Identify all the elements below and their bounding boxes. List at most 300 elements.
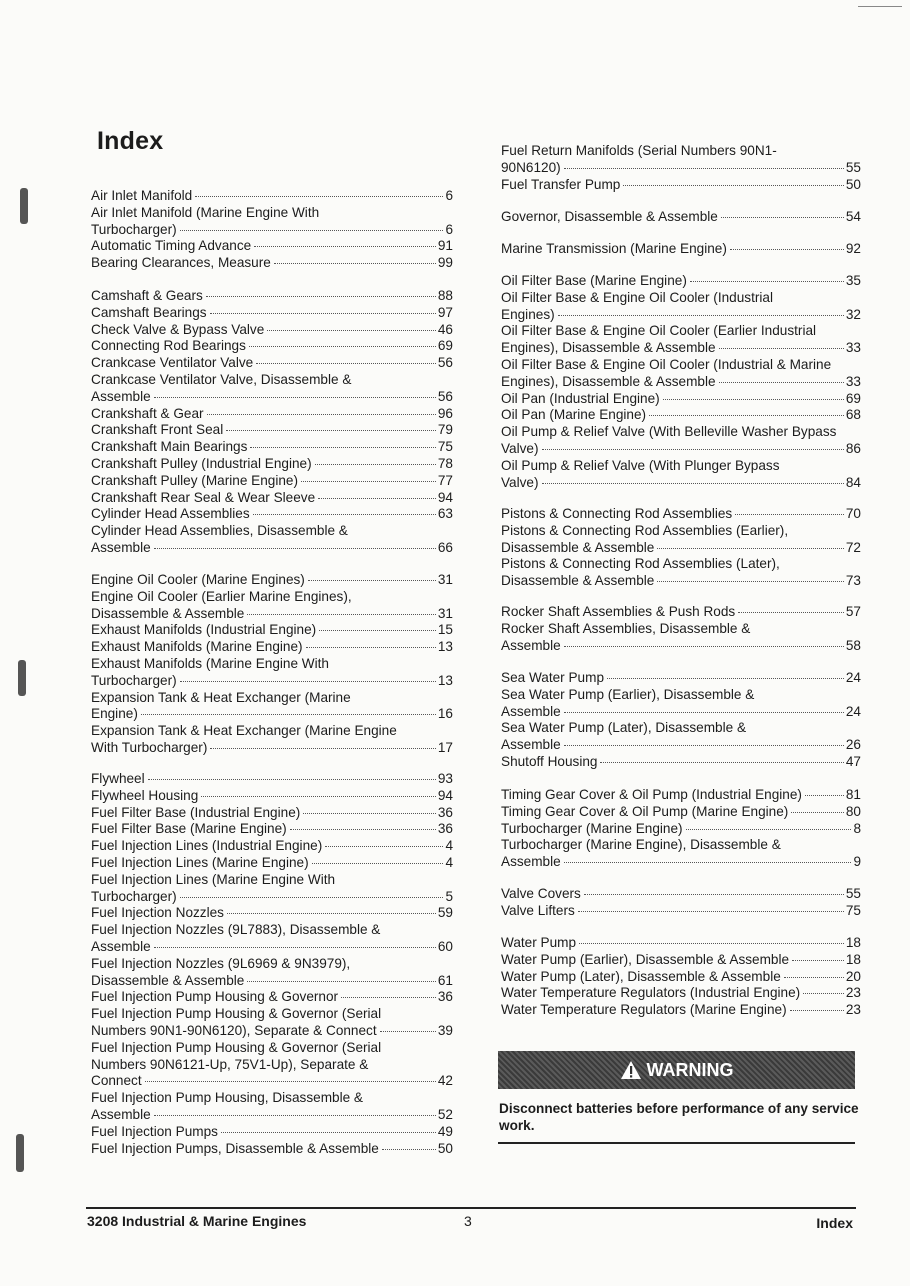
- index-entry: [501, 969, 861, 986]
- index-entry: [501, 143, 861, 177]
- entry-text: Assemble: [91, 388, 151, 404]
- index-entry: [91, 439, 453, 456]
- page-number: 72: [845, 539, 861, 555]
- dot-leader: [253, 514, 436, 515]
- entry-line: [501, 273, 861, 290]
- entry-text: Fuel Injection Lines (Marine Engine): [91, 854, 309, 870]
- index-entry: [501, 886, 861, 903]
- entry-text: Air Inlet Manifold (Marine Engine With: [91, 204, 320, 220]
- index-entry: [91, 788, 453, 805]
- index-entry: [91, 905, 453, 922]
- entry-text: Assemble: [501, 737, 561, 753]
- dot-leader: [201, 796, 436, 797]
- entry-text: Rocker Shaft Assemblies, Disassemble &: [501, 620, 751, 636]
- entry-text: Fuel Injection Nozzles (9L6969 & 9N3979),: [91, 955, 351, 971]
- index-entry: [91, 656, 453, 690]
- index-entry: [91, 1006, 453, 1040]
- dot-leader: [247, 981, 436, 982]
- dot-leader: [579, 943, 844, 944]
- dot-leader: [227, 913, 436, 914]
- entry-line: [91, 473, 453, 490]
- dot-leader: [730, 249, 844, 250]
- page-number: 96: [437, 405, 453, 421]
- entry-text: Bearing Clearances, Measure: [91, 255, 271, 271]
- index-entry: [501, 903, 861, 920]
- entry-line: [501, 407, 861, 424]
- page-number: 33: [845, 340, 861, 356]
- page-number: 4: [445, 854, 453, 870]
- index-entry: [91, 922, 453, 956]
- dot-leader: [657, 581, 844, 582]
- index-entry: [501, 985, 861, 1002]
- index-entry: [91, 1141, 453, 1158]
- warning-label: WARNING: [646, 1059, 734, 1080]
- entry-text: Water Temperature Regulators (Marine Engine): [501, 1002, 787, 1018]
- entry-text: Engines), Disassemble & Assemble: [501, 373, 716, 389]
- page-number: 23: [845, 985, 861, 1001]
- entry-text: Sea Water Pump: [501, 670, 605, 685]
- entry-text: Automatic Timing Advance: [91, 238, 252, 254]
- entry-text: Oil Pan (Industrial Engine): [501, 390, 660, 406]
- dot-leader: [195, 196, 443, 197]
- entry-text: Valve Lifters: [501, 902, 575, 918]
- entry-text: Water Pump: [501, 935, 577, 950]
- entry-text: Assemble: [501, 703, 561, 719]
- dot-leader: [735, 514, 844, 515]
- entry-text: Fuel Injection Pump Housing & Governor: [91, 989, 339, 1005]
- dot-leader: [784, 977, 844, 978]
- index-entry: [501, 323, 861, 357]
- index-entry: [501, 621, 861, 655]
- page-title: Index: [97, 127, 164, 155]
- entry-text: Oil Pump & Relief Valve (With Belleville Washer Bypass: [501, 424, 837, 440]
- page-number: 24: [845, 703, 861, 719]
- entry-text: Fuel Injection Pump Housing & Governor (Serial: [91, 1006, 382, 1022]
- index-entry: [501, 357, 861, 391]
- entry-text: Valve): [501, 440, 539, 456]
- index-entry: [91, 422, 453, 439]
- entry-text: Crankcase Ventilator Valve, Disassemble &: [91, 371, 352, 387]
- entry-line: [501, 886, 861, 903]
- entry-text: Engine): [91, 706, 138, 722]
- entry-line: [501, 670, 861, 687]
- entry-line: [501, 985, 861, 1002]
- page-number: 9: [853, 854, 861, 870]
- index-entry: [501, 821, 861, 838]
- index-group: [501, 273, 861, 491]
- dot-leader: [154, 1115, 436, 1116]
- entry-line: [91, 889, 453, 906]
- page-number: 94: [437, 787, 453, 803]
- page-number: 36: [437, 821, 453, 837]
- entry-line: [501, 754, 861, 771]
- entry-text: Expansion Tank & Heat Exchanger (Marine: [91, 689, 351, 705]
- index-entry: [91, 805, 453, 822]
- page-number: 75: [437, 439, 453, 455]
- entry-line: [91, 622, 453, 639]
- dot-leader: [542, 449, 844, 450]
- entry-text: Marine Transmission (Marine Engine): [501, 241, 727, 256]
- page-number: 18: [845, 935, 861, 950]
- page-number: 6: [445, 188, 453, 203]
- entry-text: With Turbocharger): [91, 739, 208, 755]
- entry-text: Valve Covers: [501, 886, 581, 901]
- dot-leader: [623, 185, 844, 186]
- dot-leader: [791, 812, 844, 813]
- dot-leader: [803, 993, 844, 994]
- page-number: 81: [845, 787, 861, 802]
- entry-line: [91, 639, 453, 656]
- entry-line: [91, 305, 453, 322]
- entry-text: Camshaft Bearings: [91, 304, 207, 320]
- dot-leader: [254, 246, 436, 247]
- index-entry: [501, 407, 861, 424]
- entry-line: [91, 905, 453, 922]
- index-entry: [91, 989, 453, 1006]
- page-number: 60: [437, 938, 453, 954]
- index-entry: [501, 458, 861, 492]
- page-number: 17: [437, 739, 453, 755]
- dot-leader: [649, 415, 844, 416]
- page-number: 18: [845, 951, 861, 967]
- index-group: [501, 209, 861, 226]
- dot-leader: [308, 580, 436, 581]
- page-number: 77: [437, 472, 453, 488]
- index-group: [91, 572, 453, 757]
- entry-text: Check Valve & Bypass Valve: [91, 321, 265, 337]
- index-entry: [501, 556, 861, 590]
- index-entry: [91, 690, 453, 724]
- index-entry: [91, 406, 453, 423]
- dot-leader: [226, 430, 436, 431]
- index-entry: [501, 391, 861, 408]
- entry-line: [501, 177, 861, 194]
- page-number: 4: [445, 838, 453, 854]
- entry-text: Cylinder Head Assemblies: [91, 506, 250, 522]
- page-number: 56: [437, 355, 453, 371]
- index-group: [501, 670, 861, 771]
- dot-leader: [721, 217, 844, 218]
- index-entry: [501, 720, 861, 754]
- page-number: 68: [845, 407, 861, 423]
- dot-leader: [180, 681, 436, 682]
- entry-text: Crankshaft Rear Seal & Wear Sleeve: [91, 489, 316, 505]
- entry-text: Fuel Injection Pumps, Disassemble & Assemble: [91, 1140, 379, 1156]
- page-number: 42: [437, 1073, 453, 1089]
- index-entry: [91, 288, 453, 305]
- entry-text: Numbers 90N1-90N6120), Separate & Connect: [91, 1022, 377, 1038]
- page-number: 55: [845, 886, 861, 901]
- page-number: 58: [845, 637, 861, 653]
- warning-divider: [498, 1142, 855, 1144]
- page-number: 5: [445, 888, 453, 904]
- page-number: 50: [437, 1140, 453, 1156]
- index-entry: [501, 290, 861, 324]
- index-group: [501, 506, 861, 590]
- index-entry: [91, 1040, 453, 1090]
- page-number: 70: [845, 506, 861, 521]
- dot-leader: [141, 714, 436, 715]
- entry-text: Exhaust Manifolds (Industrial Engine): [91, 622, 317, 638]
- entry-line: [501, 540, 861, 557]
- dot-leader: [600, 762, 843, 763]
- page-number: 94: [437, 489, 453, 505]
- page-number: 55: [845, 159, 861, 175]
- entry-line: [91, 1124, 453, 1141]
- entry-text: Oil Filter Base & Engine Oil Cooler (Industrial: [501, 289, 773, 305]
- entry-text: Cylinder Head Assemblies, Disassemble &: [91, 523, 348, 539]
- entry-line: [501, 821, 861, 838]
- entry-line: [91, 1023, 453, 1040]
- entry-text: Oil Pump & Relief Valve (With Plunger Bypass: [501, 457, 780, 473]
- page-number: 56: [437, 388, 453, 404]
- index-entry: [501, 754, 861, 771]
- dot-leader: [249, 346, 436, 347]
- corner-mark: [858, 6, 902, 7]
- index-entry: [91, 490, 453, 507]
- entry-line: [91, 255, 453, 272]
- entry-text: Fuel Injection Nozzles (9L7883), Disassemble &: [91, 922, 381, 938]
- dot-leader: [154, 548, 436, 549]
- entry-text: Timing Gear Cover & Oil Pump (Industrial Engine): [501, 787, 802, 802]
- entry-text: Assemble: [91, 539, 151, 555]
- page-number: 8: [853, 820, 861, 836]
- entry-text: Connecting Rod Bearings: [91, 338, 246, 354]
- entry-line: [501, 241, 861, 258]
- page-number: 63: [437, 506, 453, 522]
- entry-line: [501, 704, 861, 721]
- index-entry: [501, 241, 861, 258]
- page-number: 20: [845, 968, 861, 984]
- page-number: 97: [437, 304, 453, 320]
- entry-line: [91, 706, 453, 723]
- dot-leader: [210, 313, 436, 314]
- index-entry: [501, 506, 861, 523]
- index-group: [501, 604, 861, 654]
- dot-leader: [380, 1031, 436, 1032]
- dot-leader: [301, 481, 436, 482]
- index-entry: [501, 523, 861, 557]
- page-number: 46: [437, 321, 453, 337]
- index-entry: [91, 589, 453, 623]
- page-number: 36: [437, 989, 453, 1005]
- entry-text: Crankshaft Pulley (Marine Engine): [91, 472, 299, 488]
- index-entry: [501, 787, 861, 804]
- dot-leader: [306, 647, 436, 648]
- dot-leader: [341, 997, 436, 998]
- page-number: 23: [845, 1002, 861, 1018]
- index-entry: [91, 622, 453, 639]
- dot-leader: [267, 330, 436, 331]
- dot-leader: [564, 168, 844, 169]
- index-entry: [91, 456, 453, 473]
- page-number: 78: [437, 455, 453, 471]
- entry-text: Disassemble & Assemble: [91, 605, 245, 621]
- entry-line: [91, 606, 453, 623]
- entry-line: [91, 188, 453, 205]
- index-group: [501, 787, 861, 871]
- entry-line: [91, 1141, 453, 1158]
- warning-triangle-icon: [620, 1060, 642, 1080]
- page-number: 99: [437, 255, 453, 271]
- entry-text: Fuel Injection Pump Housing, Disassemble &: [91, 1090, 364, 1106]
- page-number: 88: [437, 288, 453, 303]
- entry-text: Rocker Shaft Assemblies & Push Rods: [501, 604, 736, 619]
- index-group: [501, 241, 861, 258]
- dot-leader: [247, 614, 436, 615]
- page-number: 92: [845, 241, 861, 256]
- dot-leader: [206, 296, 436, 297]
- index-entry: [501, 687, 861, 721]
- index-group: [91, 188, 453, 272]
- entry-text: Engines), Disassemble & Assemble: [501, 340, 716, 356]
- dot-leader: [180, 897, 444, 898]
- dot-leader: [148, 779, 436, 780]
- dot-leader: [792, 960, 844, 961]
- entry-text: Numbers 90N6121-Up, 75V1-Up), Separate &: [91, 1056, 369, 1072]
- footer-section: Index: [816, 1215, 853, 1231]
- entry-line: [501, 374, 861, 391]
- dot-leader: [719, 348, 844, 349]
- binder-hole-mark: [18, 660, 26, 696]
- index-group: [91, 771, 453, 1157]
- warning-banner: [498, 1051, 855, 1089]
- entry-text: Flywheel: [91, 771, 145, 786]
- index-entry: [91, 1124, 453, 1141]
- index-entry: [501, 670, 861, 687]
- entry-line: [501, 935, 861, 952]
- entry-text: Oil Filter Base & Engine Oil Cooler (Industrial & Marine: [501, 356, 832, 372]
- entry-text: Assemble: [91, 938, 151, 954]
- index-entry: [91, 238, 453, 255]
- entry-text: Sea Water Pump (Earlier), Disassemble &: [501, 686, 755, 702]
- entry-text: Fuel Injection Nozzles: [91, 905, 224, 921]
- dot-leader: [607, 678, 844, 679]
- entry-line: [501, 604, 861, 621]
- footer-page-number: 3: [464, 1213, 472, 1229]
- entry-line: [501, 391, 861, 408]
- entry-line: [91, 355, 453, 372]
- index-entry: [91, 205, 453, 239]
- entry-line: [501, 1002, 861, 1019]
- dot-leader: [719, 382, 844, 383]
- entry-line: [91, 855, 453, 872]
- entry-text: Disassemble & Assemble: [501, 573, 655, 589]
- entry-text: Turbocharger): [91, 888, 177, 904]
- dot-leader: [382, 1149, 436, 1150]
- entry-text: Exhaust Manifolds (Marine Engine): [91, 639, 303, 655]
- index-entry: [91, 771, 453, 788]
- entry-text: Fuel Injection Lines (Industrial Engine): [91, 838, 323, 854]
- entry-line: [91, 540, 453, 557]
- entry-text: Assemble: [91, 1106, 151, 1122]
- entry-line: [91, 439, 453, 456]
- entry-text: Fuel Filter Base (Marine Engine): [91, 821, 287, 837]
- page-number: 52: [437, 1106, 453, 1122]
- dot-leader: [558, 315, 844, 316]
- entry-line: [91, 506, 453, 523]
- entry-line: [91, 805, 453, 822]
- index-group: [501, 935, 861, 1019]
- dot-leader: [805, 795, 844, 796]
- entry-text: Exhaust Manifolds (Marine Engine With: [91, 655, 329, 671]
- entry-line: [501, 952, 861, 969]
- entry-line: [501, 573, 861, 590]
- page-number: 61: [437, 972, 453, 988]
- dot-leader: [145, 1081, 436, 1082]
- page-number: 49: [437, 1123, 453, 1139]
- entry-text: Fuel Transfer Pump: [501, 176, 621, 192]
- dot-leader: [564, 862, 852, 863]
- entry-line: [91, 572, 453, 589]
- page-number: 13: [437, 672, 453, 688]
- page-number: 32: [845, 306, 861, 322]
- dot-leader: [210, 748, 436, 749]
- entry-line: [91, 222, 453, 239]
- dot-leader: [274, 263, 436, 264]
- dot-leader: [318, 498, 436, 499]
- footer-divider: [86, 1207, 856, 1209]
- page-number: 86: [845, 440, 861, 456]
- entry-line: [91, 322, 453, 339]
- entry-text: Connect: [91, 1073, 142, 1089]
- index-entry: [501, 804, 861, 821]
- entry-line: [501, 638, 861, 655]
- entry-text: Engine Oil Cooler (Earlier Marine Engines),: [91, 588, 352, 604]
- dot-leader: [663, 399, 844, 400]
- page-number: 93: [437, 771, 453, 786]
- entry-line: [501, 160, 861, 177]
- entry-text: Engines): [501, 306, 555, 322]
- entry-text: Fuel Filter Base (Industrial Engine): [91, 804, 301, 820]
- index-entry: [91, 305, 453, 322]
- entry-line: [501, 340, 861, 357]
- page-number: 24: [845, 670, 861, 685]
- entry-line: [91, 740, 453, 757]
- index-entry: [501, 604, 861, 621]
- entry-text: Turbocharger (Marine Engine), Disassemble &: [501, 837, 781, 853]
- entry-line: [91, 821, 453, 838]
- entry-text: Oil Filter Base (Marine Engine): [501, 273, 687, 288]
- index-entry: [91, 838, 453, 855]
- dot-leader: [738, 612, 844, 613]
- entry-text: Fuel Injection Lines (Marine Engine With: [91, 871, 336, 887]
- index-entry: [91, 1090, 453, 1124]
- dot-leader: [790, 1010, 844, 1011]
- index-entry: [91, 506, 453, 523]
- entry-line: [91, 939, 453, 956]
- binder-hole-mark: [16, 1134, 24, 1172]
- index-entry: [501, 424, 861, 458]
- entry-text: Pistons & Connecting Rod Assemblies (Earlier),: [501, 522, 789, 538]
- entry-text: Fuel Injection Pumps: [91, 1123, 218, 1139]
- dot-leader: [154, 397, 436, 398]
- entry-line: [91, 1073, 453, 1090]
- entry-text: Crankshaft Pulley (Industrial Engine): [91, 455, 312, 471]
- entry-line: [91, 490, 453, 507]
- index-entry: [91, 572, 453, 589]
- entry-text: Expansion Tank & Heat Exchanger (Marine Engine: [91, 723, 397, 739]
- dot-leader: [690, 281, 844, 282]
- page-number: 26: [845, 737, 861, 753]
- entry-text: Water Pump (Earlier), Disassemble & Assemble: [501, 951, 790, 967]
- page-number: 15: [437, 622, 453, 638]
- binder-hole-mark: [20, 188, 28, 224]
- entry-text: 90N6120): [501, 159, 561, 175]
- index-group: [501, 143, 861, 193]
- dot-leader: [584, 894, 844, 895]
- entry-line: [501, 475, 861, 492]
